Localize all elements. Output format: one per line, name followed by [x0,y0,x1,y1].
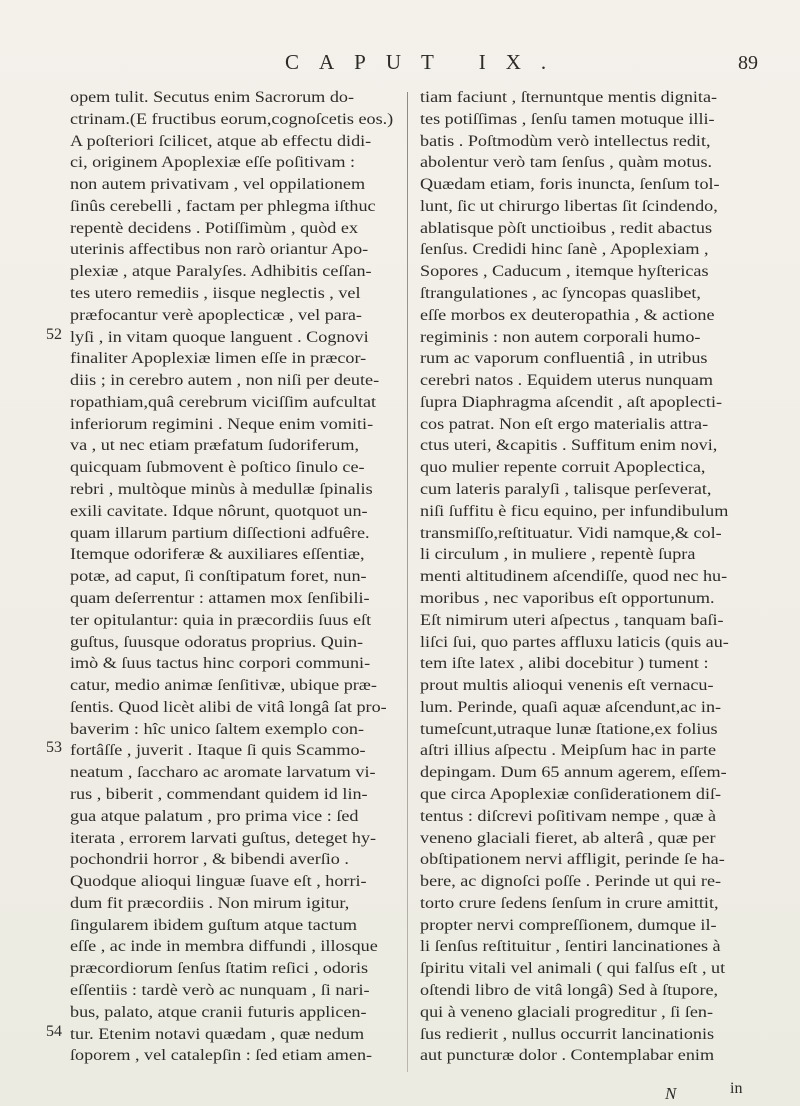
text-line: præfocantur verè apoplecticæ , vel para- [70,305,362,324]
text-line: catur, medio animæ ſenſitivæ, ubique præ- [70,676,377,695]
text-line: finaliter Apoplexiæ limen eſſe in præcor- [70,349,367,368]
text-line: eſſentiis : tardè verò ac nunquam , ſi nari- [70,980,370,999]
text-line: plexiæ , atque Paralyſes. Adhibitis ceſſan- [70,262,372,281]
text-line: opem tulit. Secutus enim Sacrorum do- [70,88,354,106]
margin-section-number: 54 [46,1022,62,1040]
text-line: Itemque odoriferæ & auxiliares eſſentiæ, [70,545,365,564]
text-line: tiam faciunt , ſternuntque mentis dignita- [420,88,718,106]
column-divider [407,92,408,1072]
text-line: imò & ſuus tactus hinc corpori communi- [70,654,371,673]
text-line: torto crure ſedens ſenſum in crure amittit, [420,893,719,912]
text-line: tes potiſſimas , ſenſu tamen motuque illi- [420,109,715,128]
text-line: eſſe morbos ex deuteropathia , & actione [420,305,715,324]
margin-section-number: 53 [46,739,62,757]
text-line: gua atque palatum , pro prima vice : ſed [70,806,359,825]
text-line: menti altitudinem aſcendiſſe, quod nec hu- [420,567,728,586]
text-line: oſtendi libro de vitâ longâ) Sed à ſtupore, [420,980,719,999]
text-line: li circulum , in muliere , repentè ſupra [420,545,696,564]
signature-mark: N [665,1084,677,1103]
text-line: dum fit præcordiis . Non mirum igitur, [70,893,350,912]
text-line: va , ut nec etiam præfatum ſudoriferum, [70,436,359,455]
text-line: ctrinam.(E fructibus eorum,cognoſcetis eos.) [70,109,394,128]
text-line: regiminis : non autem corporali humo- [420,327,701,346]
text-line: obſtipationem nervi affligit, perinde ſe ha- [420,850,725,869]
text-line: eſſe , ac inde in membra diffundi , illosque [70,937,378,956]
text-line: lum. Perinde, quaſi aquæ aſcendunt,ac in- [420,697,722,716]
text-line: A poſteriori ſcilicet, atque ab effectu didi- [70,131,372,150]
text-line: inferiorum regimini . Neque enim vomiti- [70,414,374,433]
text-line: ſoporem , vel catalepſin : ſed etiam amen- [70,1046,373,1065]
text-line: exili cavitate. Idque nôrunt, quotquot un- [70,501,368,520]
text-line: neatum , ſaccharo ac aromate larvatum vi- [70,763,376,782]
text-line: abolentur verò tam ſenſus , quàm motus. [420,153,713,172]
running-title: CAPUT IX. [285,50,567,74]
text-line: aut puncturæ dolor . Contemplabar enim [420,1046,715,1065]
text-line: tem iſte latex , alibi docebitur ) tument : [420,654,709,673]
text-line: ci, originem Apoplexiæ eſſe poſitivam : [70,153,356,172]
text-line: tentus : diſcrevi poſitivam nempe , quæ à [420,806,717,825]
text-line: præcordiorum ſenſus ſtatim reſici , odoris [70,959,369,978]
margin-section-number: 52 [46,325,62,343]
text-line: ſingularem ibidem guſtum atque tactum [70,915,357,934]
text-line: cerebri natos . Equidem uterus nunquam [420,371,714,390]
text-line: pochondrii horror , & bibendi averſio . [70,850,349,869]
text-line: li ſenſus reſtituitur , ſentiri lancinationes à [420,937,721,956]
text-line: ſenſus. Credidi hinc ſanè , Apoplexiam , [420,240,709,259]
text-line: tumeſcunt,utraque lunæ ſtatione,ex folius [420,719,718,738]
text-line: quam deſerrentur : attamen mox ſenſibili- [70,588,370,607]
text-line: uterinis affectibus non rarò oriantur Apo- [70,240,369,259]
page-number: 89 [738,52,758,74]
text-line: ſpiritu vitali vel animali ( qui falſus eſt , ut [420,959,726,978]
text-line: quam illarum partium diſſectioni adfuêre. [70,523,370,542]
text-line: prout multis alioqui venenis eſt vernacu- [420,676,714,695]
text-line: Eſt nimirum uteri aſpectus , tanquam baſi- [420,610,724,629]
text-line: fortâſſe , juverit . Itaque ſi quis Scammo- [70,741,366,760]
text-line: liſci ſui, quo partes affluxu laticis (quis au- [420,632,729,651]
text-line: propter nervi compreſſionem, dumque il- [420,915,717,934]
text-line: ſentis. Quod licèt alibi de vitâ longâ ſat pro- [70,697,387,716]
text-line: rebri , multòque minùs à medullæ ſpinalis [70,480,373,499]
text-line: ter opitulantur: quia in præcordiis ſuus eſt [70,610,372,629]
text-line: niſi ſuffitu è ficu equino, per infundibulum [420,501,729,520]
text-line: guſtus, ſuusque odoratus proprius. Quin- [70,632,364,651]
text-line: rum ac vaporum confluentiâ , in utribus [420,349,708,368]
text-line: quo mulier repente corruit Apoplectica, [420,458,706,477]
text-line: veneno glaciali fieret, ab alterâ , quæ per [420,828,716,847]
text-line: qui à veneno glaciali progreditur , ſi ſen- [420,1002,714,1021]
text-line: depingam. Dum 65 annum agerem, eſſem- [420,763,727,782]
text-line: lyſi , in vitam quoque languent . Cognovi [70,327,369,346]
text-line: diis ; in cerebro autem , non niſi per deute- [70,371,380,390]
text-line: iterata , errorem larvati guſtus, deteget hy- [70,828,377,847]
text-line: ſinûs cerebelli , factam per phlegma iſthuc [70,196,376,215]
text-line: aſtri illius aſpectu . Meipſum hac in parte [420,741,717,760]
text-line: baverim : hîc unico ſaltem exemplo con- [70,719,365,738]
text-line: rus , biberit , commendant quidem id lin- [70,784,368,803]
text-line: transmiſſo,reſtituatur. Vidi namque,& col- [420,523,722,542]
text-line: ctus uteri, &capitis . Suffitum enim novi, [420,436,718,455]
text-line: lunt, ſic ut chirurgo libertas ſit ſcindendo, [420,196,718,215]
text-line: ſus redierit , nullus occurrit lancinationis [420,1024,715,1043]
text-line: Sopores , Caducum , itemque hyſtericas [420,262,709,281]
text-line: Quodque alioqui linguæ ſuave eſt , horri- [70,872,367,891]
text-line: tur. Etenim notavi quædam , quæ nedum [70,1024,365,1043]
text-line: Quædam etiam, foris inuncta, ſenſum tol- [420,175,720,194]
text-line: quicquam ſubmovent è poſtico ſinulo ce- [70,458,365,477]
text-line: ſtrangulationes , ac ſyncopas quaslibet, [420,284,701,303]
text-line: cos patrat. Non eſt ergo materialis attra- [420,414,709,433]
text-line: ablatisque pòſt unctioibus , redit abactus [420,218,713,237]
page-header [0,50,800,90]
text-line: non autem privativam , vel oppilationem [70,175,366,194]
text-line: tes utero remediis , iisque neglectis , vel [70,284,361,303]
text-line: batis . Poſtmodùm verò intellectus redit, [420,131,711,150]
text-line: ropathiam,quâ cerebrum viciſſim aufcultat [70,392,377,411]
text-line: bere, ac dignoſci poſſe . Perinde ut qui re- [420,872,722,891]
text-line: moribus , nec vaporibus eſt opportunum. [420,588,715,607]
text-line: bus, palato, atque cranii futuris applicen- [70,1002,367,1021]
catchword: in [730,1080,743,1097]
text-line: que circa Apoplexiæ conſiderationem diſ- [420,784,722,803]
text-line: cum lateris paralyſi , talisque perſeverat, [420,480,712,499]
text-line: repentè decidens . Potiſſimùm , quòd ex [70,218,359,237]
text-line: potæ, ad caput, ſi conſtipatum foret, nun- [70,567,367,586]
text-line: ſupra Diaphragma aſcendit , aſt apoplecti- [420,392,723,411]
